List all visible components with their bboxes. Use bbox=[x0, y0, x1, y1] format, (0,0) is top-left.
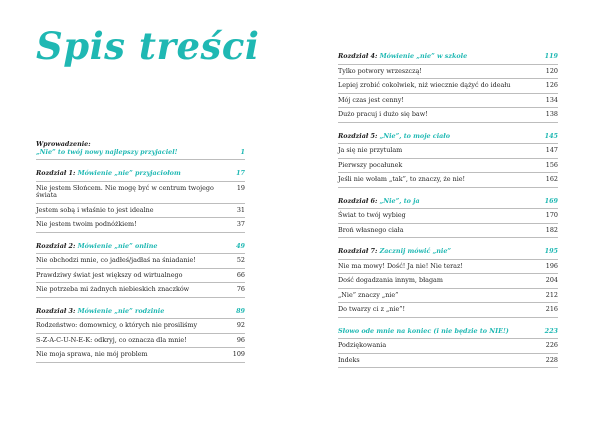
chapter-title bbox=[338, 53, 545, 61]
intro-entry[interactable] bbox=[36, 138, 245, 160]
right-chapters bbox=[338, 50, 558, 318]
chapter-section bbox=[338, 245, 558, 318]
chapter-page: 145 bbox=[544, 131, 558, 140]
toc-entry[interactable] bbox=[36, 204, 245, 219]
chapter-title bbox=[338, 133, 545, 141]
toc-entry[interactable] bbox=[338, 79, 558, 94]
entry-text: Tylko potwory wrzeszczą! bbox=[338, 66, 422, 75]
entry-text: Broń własnego ciała bbox=[338, 225, 404, 234]
entry-text: Prawdziwy świat jest większy od wirtualnego bbox=[36, 270, 183, 279]
entry-text: Mój czas jest cenny! bbox=[338, 95, 404, 104]
chapter-title bbox=[338, 248, 545, 256]
chapter-number: Rozdział 2: bbox=[36, 241, 76, 250]
entry-page: 170 bbox=[545, 211, 558, 219]
entry-page: 156 bbox=[545, 160, 558, 169]
chapter-name: Mówienie „nie” online bbox=[77, 241, 158, 250]
entry-page: 134 bbox=[545, 95, 558, 104]
entry-page: 126 bbox=[545, 81, 558, 89]
toc-entry[interactable] bbox=[338, 144, 558, 159]
entry-page: 162 bbox=[545, 175, 558, 183]
chapter-page: 195 bbox=[544, 247, 558, 255]
toc-entry[interactable] bbox=[338, 108, 558, 123]
chapter-name: Mówienie „nie” w szkole bbox=[379, 52, 468, 60]
entry-text: Nie jestem Słońcem. Nie mogę być w centrum twojego świata bbox=[36, 183, 214, 199]
entry-text: Świat to twój wybieg bbox=[338, 211, 406, 219]
chapter-page: 17 bbox=[236, 169, 245, 177]
chapter-heading[interactable] bbox=[36, 167, 245, 182]
chapter-page: 89 bbox=[236, 306, 245, 315]
chapter-section bbox=[36, 240, 245, 298]
entry-text: Nie obchodzi mnie, co jadłeś/jadłaś na śniadanie! bbox=[36, 256, 196, 264]
chapter-heading[interactable] bbox=[338, 130, 558, 145]
entry-text: Rodzeństwo: domownicy, o których nie prosiliśmy bbox=[36, 321, 198, 329]
toc-entry[interactable] bbox=[338, 354, 558, 369]
chapter-heading[interactable] bbox=[338, 245, 558, 260]
toc-left-column bbox=[36, 138, 245, 370]
chapter-page: 119 bbox=[544, 52, 558, 60]
entry-page: 120 bbox=[545, 66, 558, 75]
entry-text: Pierwszy pocałunek bbox=[338, 160, 403, 169]
toc-entry[interactable] bbox=[338, 159, 558, 174]
chapter-name: „Nie”, to moje ciało bbox=[379, 131, 450, 140]
toc-entry[interactable] bbox=[36, 283, 245, 298]
toc-entry[interactable] bbox=[338, 303, 558, 318]
entry-page: 204 bbox=[545, 276, 558, 284]
chapter-page: 169 bbox=[544, 196, 558, 205]
toc-entry[interactable] bbox=[36, 348, 245, 363]
chapter-number: Rozdział 5: bbox=[338, 131, 378, 140]
toc-entry[interactable] bbox=[338, 224, 558, 239]
chapter-name: Mówienie „nie” przyjaciołom bbox=[77, 169, 181, 177]
intro-subtitle: „Nie” to twój nowy najlepszy przyjaciel! bbox=[36, 147, 178, 156]
toc-entry[interactable] bbox=[36, 254, 245, 269]
toc-entry[interactable] bbox=[338, 274, 558, 289]
intro-page: 1 bbox=[240, 147, 245, 156]
entry-page: 138 bbox=[545, 110, 558, 118]
toc-entry[interactable] bbox=[36, 269, 245, 284]
entry-text: Nie ma mowy! Dość! Ja nie! Nie teraz! bbox=[338, 261, 463, 270]
entry-text: Nie moja sprawa, nie mój problem bbox=[36, 350, 148, 358]
entry-page: 31 bbox=[236, 205, 245, 214]
entry-page: 19 bbox=[236, 183, 245, 192]
entry-text: S-Z-A-C-U-N-E-K: odkryj, co oznacza dla mnie! bbox=[36, 335, 187, 344]
chapter-number: Rozdział 3: bbox=[36, 306, 76, 315]
entry-page: 212 bbox=[545, 290, 558, 299]
chapter-heading[interactable] bbox=[338, 50, 558, 65]
entry-page: 52 bbox=[236, 256, 245, 264]
toc-entry[interactable] bbox=[338, 65, 558, 80]
closing-title: Słowo ode mnie na koniec (i nie będzie to NIE!) bbox=[338, 326, 509, 335]
entry-text: Ja się nie przytulam bbox=[338, 146, 403, 154]
entry-text: Do twarzy ci z „nie”! bbox=[338, 305, 406, 313]
entry-page: 92 bbox=[236, 321, 245, 329]
toc-entry[interactable] bbox=[36, 182, 245, 204]
left-chapters bbox=[36, 167, 245, 363]
chapter-title bbox=[36, 170, 236, 178]
chapter-heading[interactable] bbox=[36, 240, 245, 255]
toc-entry[interactable] bbox=[338, 289, 558, 304]
chapter-title bbox=[36, 308, 236, 316]
entry-text: Indeks bbox=[338, 355, 360, 364]
entry-page: 37 bbox=[236, 220, 245, 228]
entry-text: Jestem sobą i właśnie to jest idealne bbox=[36, 205, 154, 214]
page-title: Spis treści bbox=[36, 24, 260, 68]
chapter-section bbox=[36, 305, 245, 363]
entry-page: 66 bbox=[236, 270, 245, 279]
entry-page: 109 bbox=[232, 350, 245, 358]
entry-page: 216 bbox=[545, 305, 558, 313]
chapter-section bbox=[338, 130, 558, 188]
entry-text: Dużo pracuj i dużo się baw! bbox=[338, 110, 428, 118]
entry-page: 228 bbox=[545, 355, 558, 364]
closing-page: 223 bbox=[544, 326, 558, 335]
entry-text: Jeśli nie wołam „tak”, to znaczy, że nie! bbox=[338, 175, 466, 183]
chapter-number: Rozdział 1: bbox=[36, 169, 76, 177]
entry-text: „Nie” znaczy „nie” bbox=[338, 290, 399, 299]
chapter-name: Zacznij mówić „nie” bbox=[379, 247, 452, 255]
intro-section bbox=[36, 138, 245, 160]
chapter-number: Rozdział 4: bbox=[338, 52, 378, 60]
chapter-section bbox=[36, 167, 245, 233]
toc-right-column bbox=[338, 50, 558, 375]
closing-section bbox=[338, 325, 558, 369]
toc-entry[interactable] bbox=[36, 334, 245, 349]
chapter-title bbox=[338, 198, 545, 206]
chapter-number: Rozdział 6: bbox=[338, 196, 378, 205]
entry-page: 196 bbox=[545, 261, 558, 270]
entry-page: 147 bbox=[545, 146, 558, 154]
entry-text: Dość dogadzania innym, błagam bbox=[338, 276, 443, 284]
entry-text: Lepiej zrobić cokolwiek, niż wiecznie dążyć do ideału bbox=[338, 81, 511, 89]
chapter-section bbox=[338, 195, 558, 239]
toc-entry[interactable] bbox=[36, 218, 245, 233]
entry-text: Nie jestem twoim podnóżkiem! bbox=[36, 220, 137, 228]
intro-label: Wprowadzenie: bbox=[36, 140, 91, 148]
chapter-name: Mówienie „nie” rodzinie bbox=[77, 306, 165, 315]
closing-entry[interactable] bbox=[338, 325, 558, 340]
chapter-heading[interactable] bbox=[36, 305, 245, 320]
chapter-number: Rozdział 7: bbox=[338, 247, 378, 255]
entry-text: Nie potrzeba mi żadnych niebieskich znaczków bbox=[36, 285, 190, 293]
chapter-page: 49 bbox=[236, 241, 245, 250]
chapter-name: „Nie”, to ja bbox=[379, 196, 420, 205]
entry-page: 226 bbox=[545, 341, 558, 349]
chapter-title bbox=[36, 243, 236, 251]
toc-entry[interactable] bbox=[338, 94, 558, 109]
toc-entry[interactable] bbox=[36, 319, 245, 334]
entry-page: 182 bbox=[545, 225, 558, 234]
entry-page: 96 bbox=[236, 335, 245, 344]
toc-entry[interactable] bbox=[338, 260, 558, 275]
entry-text: Podziękowania bbox=[338, 341, 387, 349]
entry-page: 76 bbox=[236, 285, 245, 293]
toc-entry[interactable] bbox=[338, 209, 558, 224]
toc-entry[interactable] bbox=[338, 173, 558, 188]
chapter-section bbox=[338, 50, 558, 123]
toc-entry[interactable] bbox=[338, 339, 558, 354]
chapter-heading[interactable] bbox=[338, 195, 558, 210]
